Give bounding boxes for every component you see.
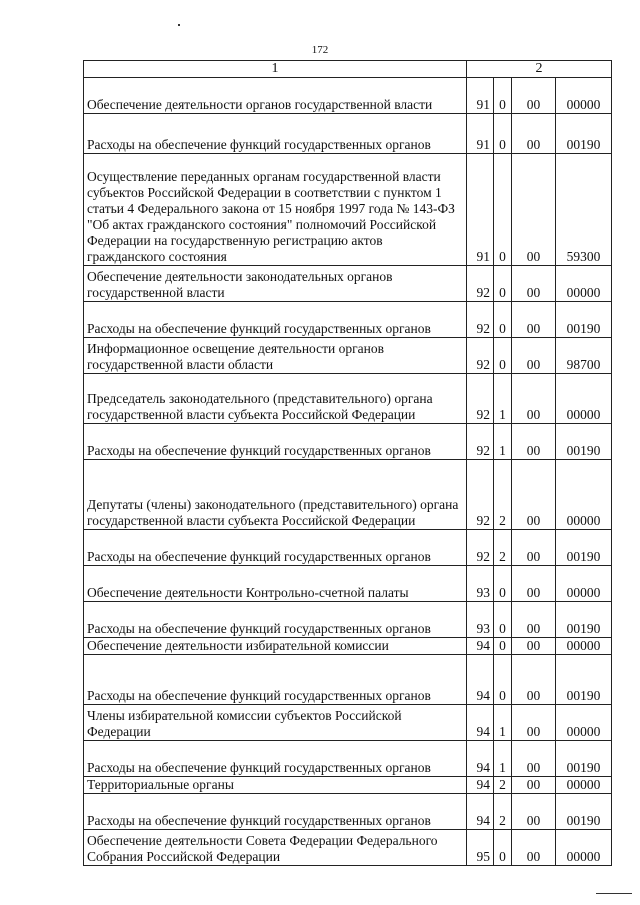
row-name-cell: Расходы на обеспечение функций государственных органов (84, 114, 467, 154)
code-cell-3: 00 (512, 338, 556, 374)
table-header-row (84, 61, 612, 78)
code-cell-1: 94 (467, 638, 494, 655)
code-cell-1: 92 (467, 338, 494, 374)
code-cell-3: 00 (512, 602, 556, 638)
code-cell-1: 94 (467, 655, 494, 705)
code-cell-3: 00 (512, 460, 556, 530)
scan-artifact-bottom (596, 893, 632, 894)
code-cell-2: 2 (494, 777, 512, 794)
row-name-cell: Расходы на обеспечение функций государственных органов (84, 424, 467, 460)
table-row (84, 530, 612, 566)
code-cell-4: 98700 (556, 338, 612, 374)
code-cell-1: 91 (467, 78, 494, 114)
code-cell-3: 00 (512, 78, 556, 114)
code-cell-4: 00000 (556, 266, 612, 302)
table-row (84, 374, 612, 424)
table-row (84, 655, 612, 705)
table-row (84, 705, 612, 741)
row-name-cell: Расходы на обеспечение функций государственных органов (84, 530, 467, 566)
code-cell-2: 0 (494, 302, 512, 338)
row-name-cell: Обеспечение деятельности избирательной комиссии (84, 638, 467, 655)
code-cell-2: 1 (494, 374, 512, 424)
code-cell-1: 95 (467, 830, 494, 866)
row-name-cell: Расходы на обеспечение функций государственных органов (84, 741, 467, 777)
code-cell-2: 0 (494, 602, 512, 638)
code-cell-2: 0 (494, 266, 512, 302)
table-row (84, 154, 612, 266)
code-cell-2: 2 (494, 794, 512, 830)
code-cell-3: 00 (512, 741, 556, 777)
code-cell-3: 00 (512, 655, 556, 705)
code-cell-4: 00190 (556, 424, 612, 460)
code-cell-2: 0 (494, 830, 512, 866)
table-row (84, 602, 612, 638)
row-name-cell: Обеспечение деятельности органов государственной власти (84, 78, 467, 114)
row-name-cell: Депутаты (члены) законодательного (представительного) органа государственной власти субъекта Российской Федерации (84, 460, 467, 530)
page-number: 172 (311, 44, 329, 56)
code-cell-4: 00000 (556, 566, 612, 602)
code-cell-1: 91 (467, 114, 494, 154)
code-cell-4: 00000 (556, 705, 612, 741)
code-cell-3: 00 (512, 638, 556, 655)
table-row (84, 830, 612, 866)
code-cell-1: 92 (467, 374, 494, 424)
code-cell-1: 92 (467, 424, 494, 460)
code-cell-3: 00 (512, 566, 556, 602)
code-cell-4: 00190 (556, 655, 612, 705)
code-cell-3: 00 (512, 830, 556, 866)
code-cell-4: 00190 (556, 530, 612, 566)
budget-table (83, 60, 612, 866)
row-name-cell: Члены избирательной комиссии субъектов Российской Федерации (84, 705, 467, 741)
code-cell-3: 00 (512, 530, 556, 566)
row-name-cell: Расходы на обеспечение функций государственных органов (84, 794, 467, 830)
scan-artifact-top (178, 24, 180, 26)
code-cell-4: 00190 (556, 114, 612, 154)
table-row (84, 638, 612, 655)
code-cell-4: 00000 (556, 78, 612, 114)
code-cell-1: 92 (467, 302, 494, 338)
code-cell-1: 94 (467, 777, 494, 794)
row-name-cell: Обеспечение деятельности Контрольно-счетной палаты (84, 566, 467, 602)
row-name-cell: Осуществление переданных органам государственной власти субъектов Российской Федерации в соответствии с пунктом 1 статьи 4 Федерального закона от 15 ноября 1997 года № 143-ФЗ "Об актах гражданского состояния" полномочий Российской Федерации на государственную регистрацию актов гражданского состояния (84, 154, 467, 266)
row-name-cell: Председатель законодательного (представительного) органа государственной власти субъекта Российской Федерации (84, 374, 467, 424)
code-cell-1: 92 (467, 460, 494, 530)
code-cell-2: 0 (494, 114, 512, 154)
code-cell-1: 94 (467, 794, 494, 830)
code-cell-1: 94 (467, 705, 494, 741)
code-cell-3: 00 (512, 302, 556, 338)
code-cell-2: 2 (494, 530, 512, 566)
row-name-cell: Территориальные органы (84, 777, 467, 794)
code-cell-1: 93 (467, 602, 494, 638)
code-cell-1: 91 (467, 154, 494, 266)
code-cell-4: 00000 (556, 777, 612, 794)
row-name-cell: Расходы на обеспечение функций государственных органов (84, 302, 467, 338)
code-cell-4: 00000 (556, 830, 612, 866)
table-row (84, 566, 612, 602)
code-cell-4: 00190 (556, 602, 612, 638)
code-cell-4: 00190 (556, 302, 612, 338)
row-name-cell: Обеспечение деятельности Совета Федерации Федерального Собрания Российской Федерации (84, 830, 467, 866)
code-cell-4: 59300 (556, 154, 612, 266)
code-cell-2: 0 (494, 638, 512, 655)
code-cell-3: 00 (512, 114, 556, 154)
row-name-cell: Информационное освещение деятельности органов государственной власти области (84, 338, 467, 374)
header-col-1: 1 (84, 61, 467, 78)
code-cell-3: 00 (512, 154, 556, 266)
table-row (84, 114, 612, 154)
code-cell-4: 00000 (556, 460, 612, 530)
code-cell-4: 00190 (556, 794, 612, 830)
code-cell-1: 94 (467, 741, 494, 777)
code-cell-3: 00 (512, 705, 556, 741)
table-row (84, 424, 612, 460)
row-name-cell: Расходы на обеспечение функций государственных органов (84, 602, 467, 638)
code-cell-2: 0 (494, 78, 512, 114)
code-cell-2: 1 (494, 424, 512, 460)
code-cell-2: 0 (494, 655, 512, 705)
header-col-2: 2 (467, 61, 612, 78)
code-cell-4: 00190 (556, 741, 612, 777)
table-row (84, 302, 612, 338)
code-cell-3: 00 (512, 794, 556, 830)
table-row (84, 338, 612, 374)
table-row (84, 794, 612, 830)
table-row (84, 741, 612, 777)
code-cell-1: 93 (467, 566, 494, 602)
code-cell-4: 00000 (556, 638, 612, 655)
code-cell-3: 00 (512, 374, 556, 424)
code-cell-3: 00 (512, 266, 556, 302)
code-cell-4: 00000 (556, 374, 612, 424)
code-cell-3: 00 (512, 424, 556, 460)
code-cell-2: 0 (494, 338, 512, 374)
table-row (84, 460, 612, 530)
code-cell-2: 1 (494, 741, 512, 777)
code-cell-2: 1 (494, 705, 512, 741)
code-cell-2: 0 (494, 566, 512, 602)
row-name-cell: Расходы на обеспечение функций государственных органов (84, 655, 467, 705)
code-cell-2: 2 (494, 460, 512, 530)
code-cell-2: 0 (494, 154, 512, 266)
table-row (84, 78, 612, 114)
code-cell-1: 92 (467, 530, 494, 566)
table-row (84, 266, 612, 302)
code-cell-3: 00 (512, 777, 556, 794)
row-name-cell: Обеспечение деятельности законодательных органов государственной власти (84, 266, 467, 302)
table-row (84, 777, 612, 794)
code-cell-1: 92 (467, 266, 494, 302)
